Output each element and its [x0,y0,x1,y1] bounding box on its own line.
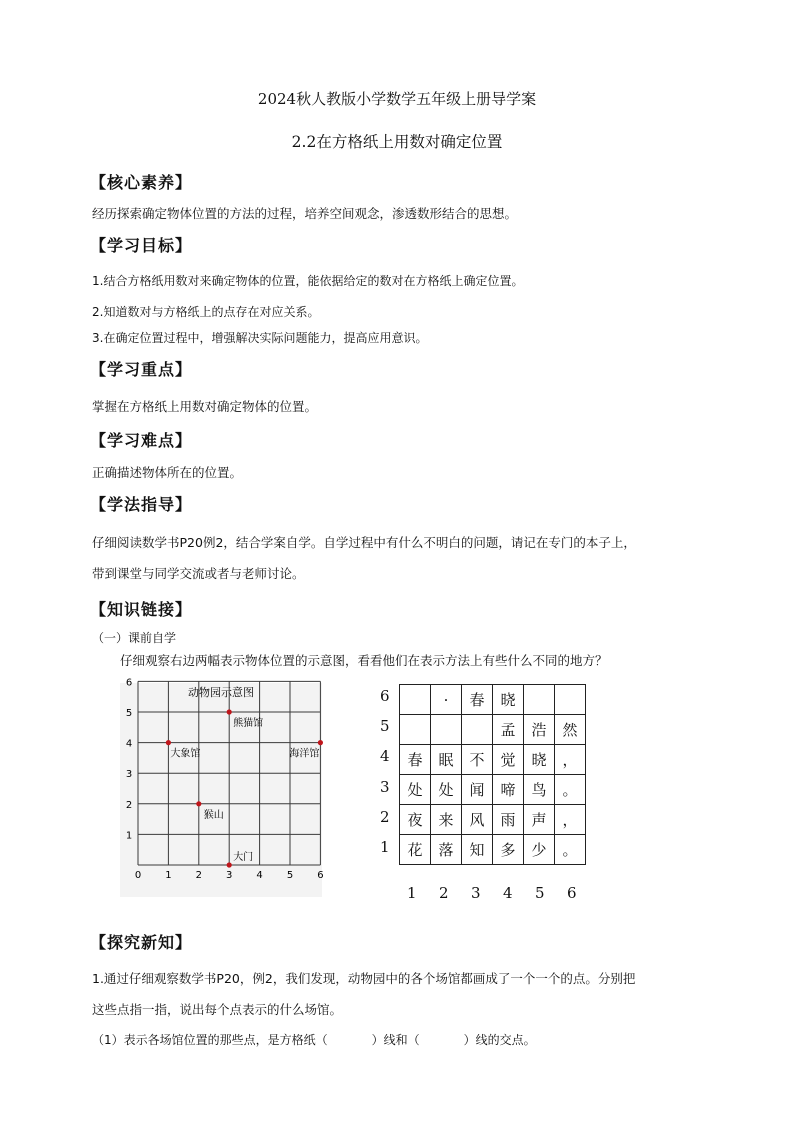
poem-row [400,805,586,835]
row-label: 6 [380,687,390,705]
goals-heading: 【学习目标】 [90,236,193,255]
explore-line: 这些点指一指，说出每个点表示的什么场馆。 [92,1002,343,1017]
col-label: 3 [471,884,481,902]
poem-cell: 春 [462,685,493,715]
location-point [166,740,171,745]
x-tick-label: 5 [286,870,294,881]
location-point [318,740,323,745]
poem-cell: 处 [431,775,462,805]
poem-cell: 眠 [431,745,462,775]
poem-cell: 然 [555,715,586,745]
goal-item: 2.知道数对与方格纸上的点存在对应关系。 [92,305,320,319]
poem-cell: 不 [462,745,493,775]
link-heading: 【知识链接】 [90,600,193,619]
core-text: 经历探索确定物体位置的方法的过程，培养空间观念，渗透数形结合的思想。 [92,206,518,221]
poem-cell: 。 [555,775,586,805]
link-sub: （一）课前自学 [92,631,177,645]
poem-row [400,835,586,865]
poem-cell: 孟 [493,715,524,745]
doc-title: 2024秋人教版小学数学五年级上册导学案 [257,90,537,108]
method-line: 带到课堂与同学交流或者与老师讨论。 [92,566,305,581]
poem-cell: ， [555,805,586,835]
row-label: 5 [380,717,390,736]
x-tick-label: 0 [134,870,142,881]
poem-cell: 风 [462,805,493,835]
location-point [227,709,232,714]
key-text: 掌握在方格纸上用数对确定物体的位置。 [92,399,318,414]
poem-row [400,745,586,775]
method-line: 仔细阅读数学书P20例2，结合学案自学。自学过程中有什么不明白的问题，请记在专门的本子上， [92,535,636,550]
link-text: 仔细观察右边两幅表示物体位置的示意图，看看他们在表示方法上有些什么不同的地方？ [120,653,608,668]
poem-cell: 晓 [493,685,524,715]
poem-cell [462,715,493,745]
goal-item: 1.结合方格纸用数对来确定物体的位置，能依据给定的数对在方格纸上确定位置。 [92,274,524,288]
y-tick-label: 6 [125,677,133,689]
poem-cell [400,685,431,715]
poem-cell: 鸟 [524,775,555,805]
col-label: 2 [439,884,449,902]
col-label: 5 [535,884,545,902]
poem-cell: 处 [400,775,431,805]
poem-cell [524,685,555,715]
col-label: 4 [503,884,513,902]
x-tick-label: 3 [226,870,233,881]
poem-cell: 晓 [524,745,555,775]
y-tick-label: 4 [125,738,133,750]
poem-cell: 多 [493,835,524,865]
row-label: 1 [380,838,390,856]
location-label: 熊猫馆 [233,718,264,729]
poem-row [400,685,586,715]
poem-cell [431,715,462,745]
poem-cell: · [431,685,462,715]
location-point [196,801,201,806]
y-tick-label: 3 [125,769,133,781]
poem-cell: 啼 [493,775,524,805]
col-label: 6 [567,884,577,902]
x-tick-label: 1 [165,870,172,881]
question-1-part: （1）表示各场馆位置的那些点，是方格纸（ [92,1033,328,1047]
difficult-text: 正确描述物体所在的位置。 [92,465,243,480]
goal-item: 3.在确定位置过程中，增强解决实际问题能力，提高应用意识。 [92,331,428,345]
question-1-part: ）线和（ [371,1033,420,1047]
row-label: 2 [380,807,390,826]
x-tick-label: 6 [317,870,324,881]
poem-cell: 雨 [493,805,524,835]
poem-cell: 落 [431,835,462,865]
poem-cell: 浩 [524,715,555,745]
poem-row [400,775,586,805]
poem-cell: ， [555,745,586,775]
row-label: 4 [380,747,390,766]
poem-cell [400,715,431,745]
row-label: 3 [380,777,390,796]
explore-heading: 【探究新知】 [90,933,193,952]
poem-row [400,715,586,745]
poem-cell: 夜 [400,805,431,835]
explore-line: 1.通过仔细观察数学书P20，例2，我们发现，动物园中的各个场馆都画成了一个一个的点。分别把 [92,971,636,986]
poem-cell: 春 [400,745,431,775]
zoo-map [120,677,324,897]
zoo-map-title: 动物园示意图 [188,686,254,699]
x-tick-label: 2 [195,870,202,881]
poem-cell [555,685,586,715]
difficult-heading: 【学习难点】 [90,431,193,450]
location-label: 大门 [233,852,254,863]
poem-cell: 花 [400,835,431,865]
method-heading: 【学法指导】 [90,495,193,514]
location-label: 猴山 [203,809,224,821]
lesson-title: 2.2在方格纸上用数对确定位置 [291,133,503,151]
poem-grid [399,684,586,865]
poem-cell: 声 [524,805,555,835]
poem-cell: 知 [462,835,493,865]
key-heading: 【学习重点】 [90,360,193,379]
poem-cell: 觉 [493,745,524,775]
poem-cell: 少 [524,835,555,865]
y-tick-label: 2 [125,799,133,811]
core-heading: 【核心素养】 [90,173,193,192]
y-tick-label: 1 [125,830,133,842]
col-label: 1 [407,884,417,902]
poem-cell: 闻 [462,775,493,805]
x-tick-label: 4 [256,870,263,881]
question-1 [92,1031,536,1048]
poem-cell: 来 [431,805,462,835]
question-1-part: ）线的交点。 [463,1033,536,1047]
location-point [227,862,232,867]
location-label: 大象馆 [170,748,201,760]
poem-cell: 。 [555,835,586,865]
location-label: 海洋馆 [289,748,320,760]
y-tick-label: 5 [125,708,133,719]
